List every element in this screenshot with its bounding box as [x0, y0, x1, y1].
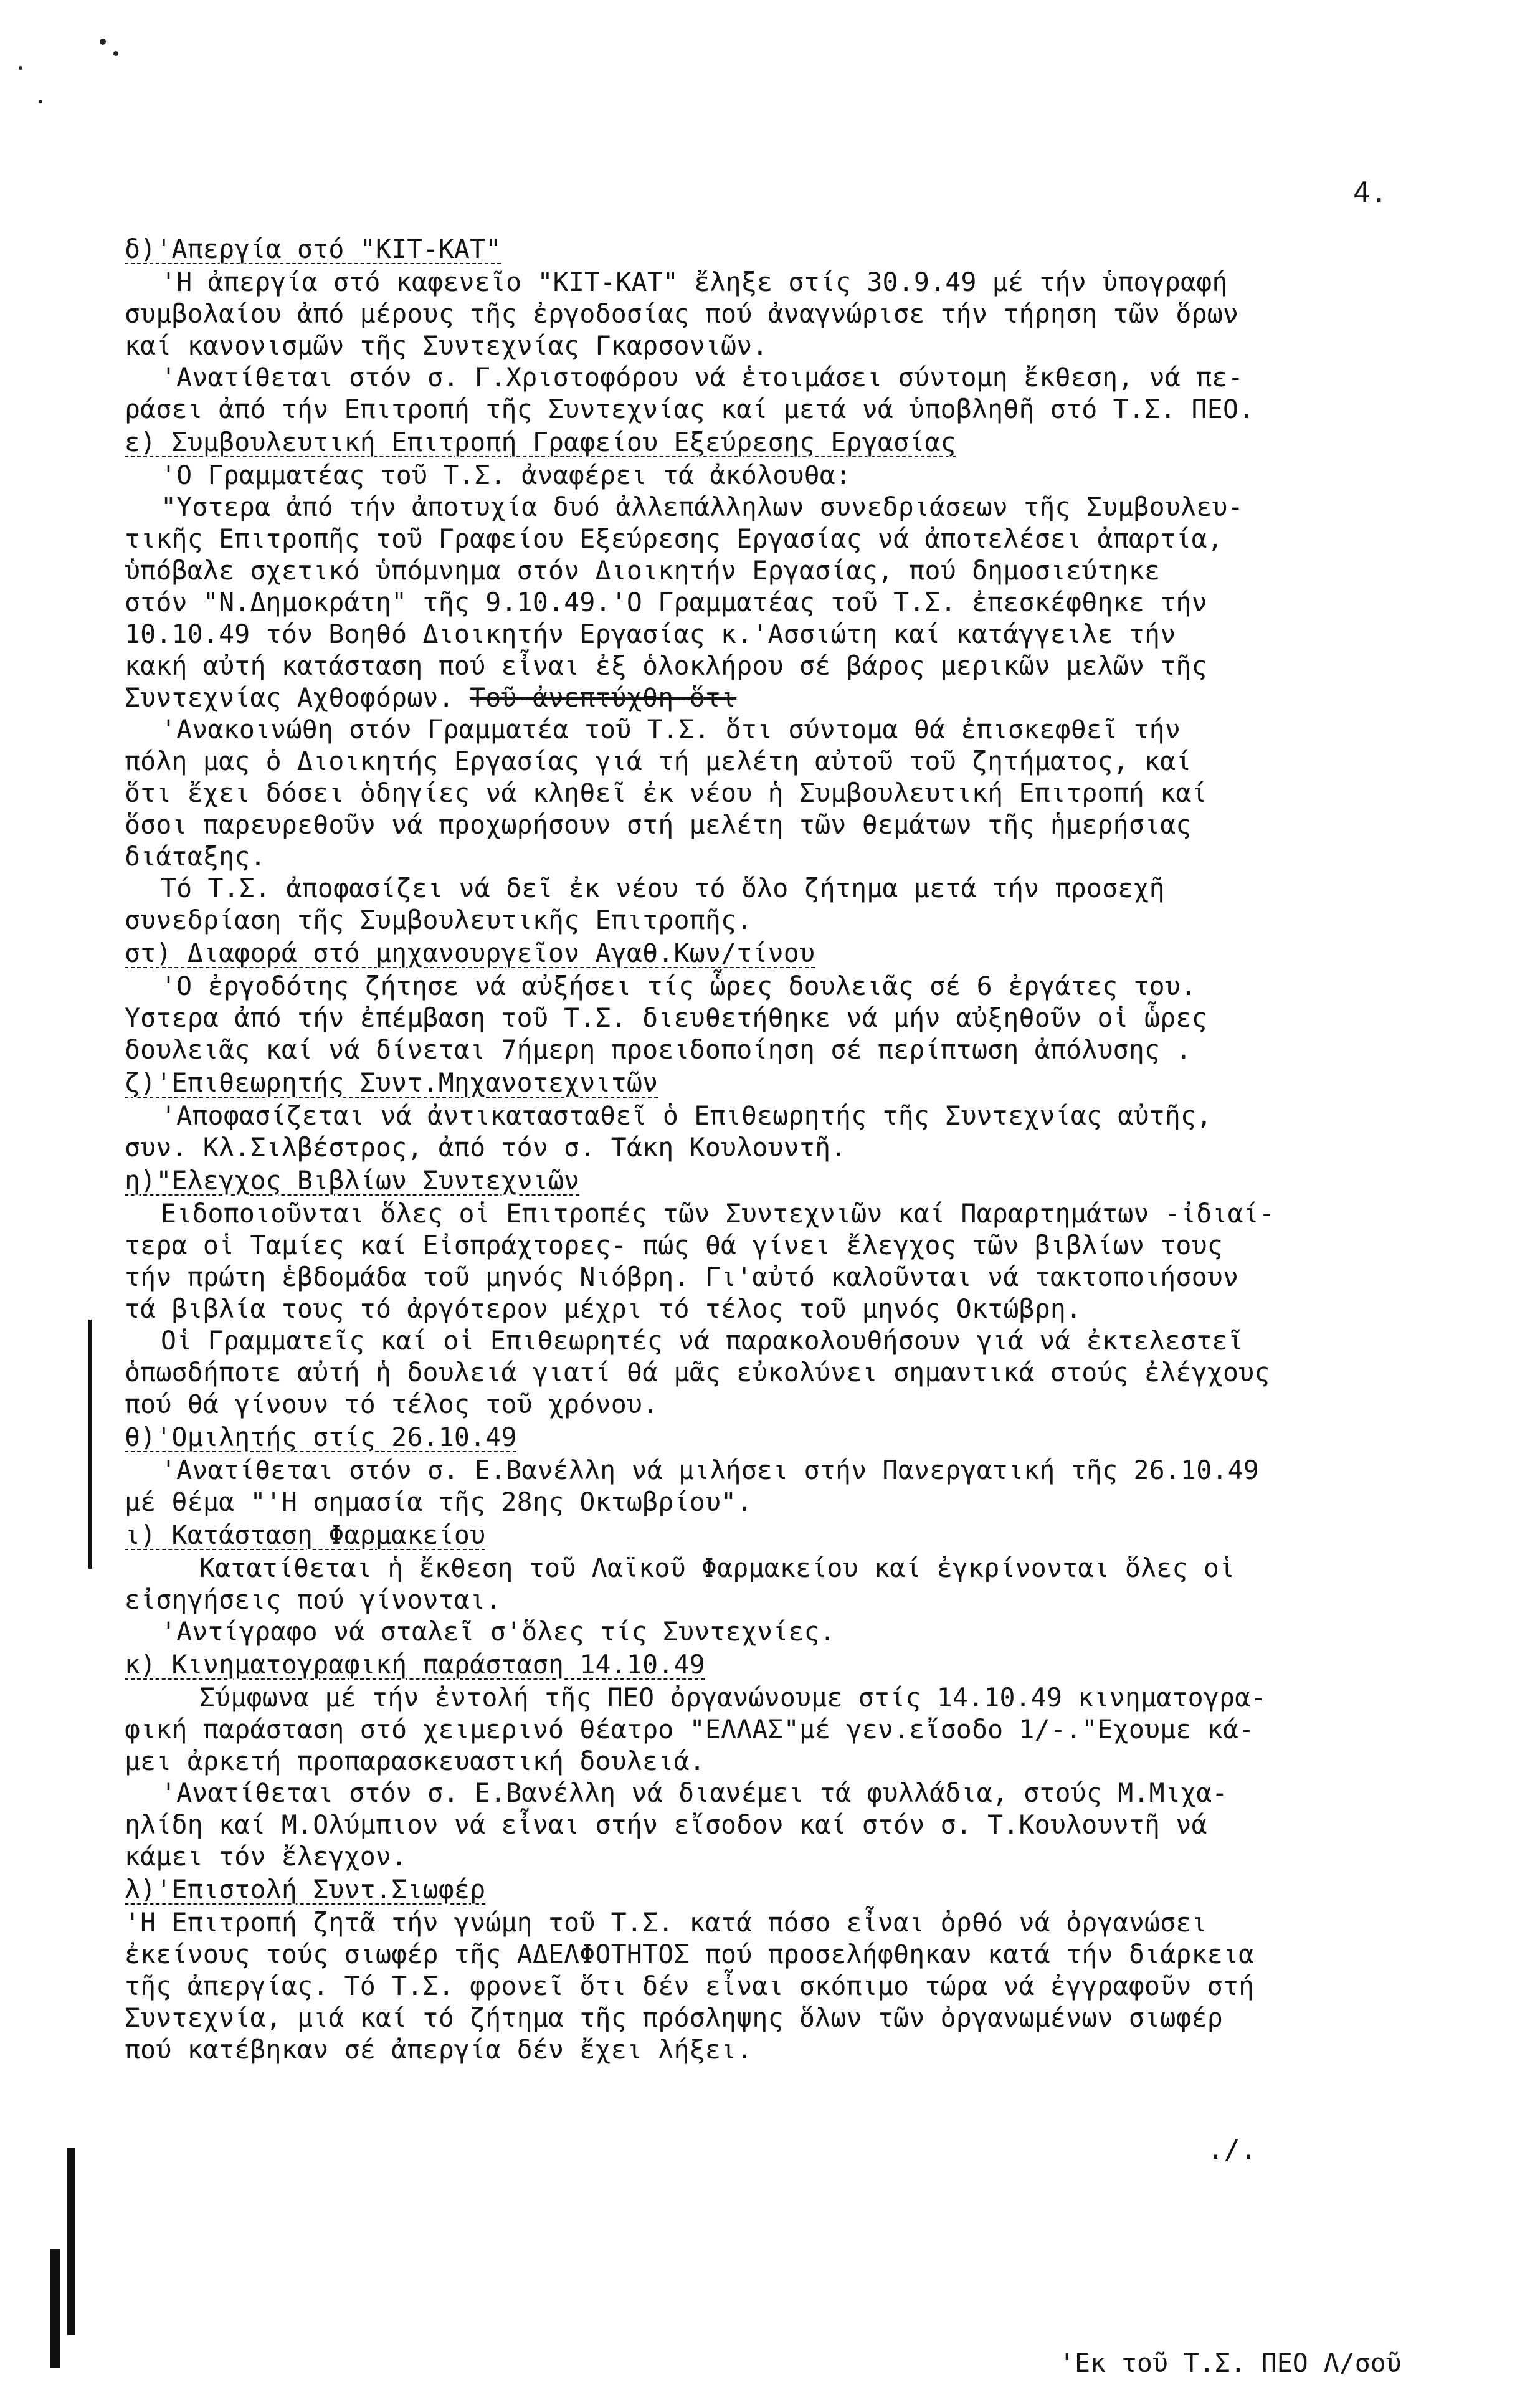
text-line: 'Ανακοινώθη στόν Γραμματέα τοῦ Τ.Σ. ὅτι σύντομα θά ἐπισκεφθεῖ τήν	[161, 714, 1181, 745]
text-line: τερα οἱ Ταμίες καί Εἰσπράχτορες- πώς θά γίνει ἔλεγχος τῶν βιβλίων τους	[125, 1230, 1223, 1260]
text-line: τῆς ἀπεργίας. Τό Τ.Σ. φρονεῖ ὅτι δέν εἶναι σκόπιμο τώρα νά ἐγγραφοῦν στή	[125, 1971, 1255, 2001]
text-line: κάμει τόν ἔλεγχον.	[125, 1841, 407, 1872]
section-eta	[125, 1163, 1483, 1420]
continuation-mark: ./.	[1207, 2134, 1257, 2166]
text-line: Υστερα ἀπό τήν ἐπέμβαση τοῦ Τ.Σ. διευθετήθηκε νά μήν αὐξηθοῦν οἱ ὧρες	[125, 1002, 1207, 1033]
text-fragment: Συντεχνίας Αχθοφόρων.	[125, 682, 454, 713]
section-heading: ζ)'Επιθεωρητής Συντ.Μηχανοτεχνιτῶν	[125, 1067, 658, 1098]
section-heading: λ)'Επιστολή Συντ.Σιωφέρ	[125, 1874, 486, 1905]
section-theta	[125, 1420, 1483, 1518]
margin-bracket-line	[67, 2148, 75, 2335]
text-line: 'Ανατίθεται στόν σ. Γ.Χριστοφόρου νά ἑτοιμάσει σύντομη ἔκθεση, νά πε-	[161, 362, 1243, 393]
text-line: Κατατίθεται ἡ ἔκθεση τοῦ Λαϊκοῦ Φαρμακείου καί ἐγκρίνονται ὅλες οἱ	[199, 1553, 1235, 1583]
section-zeta	[125, 1065, 1483, 1163]
text-line: 'Αντίγραφο νά σταλεῖ σ'ὅλες τίς Συντεχνίες.	[161, 1616, 835, 1647]
scan-speck	[19, 66, 22, 70]
section-heading: δ)'Απεργία στό "ΚΙΤ-ΚΑΤ"	[125, 234, 501, 264]
text-line: τήν πρώτη ἑβδομάδα τοῦ μηνός Νιόβρη. Γι'αὐτό καλοῦνται νά τακτοποιήσουν	[125, 1262, 1239, 1292]
section-heading: θ)'Ομιλητής στίς 26.10.49	[125, 1422, 517, 1452]
text-line: 'Αποφασίζεται νά ἀντικατασταθεῖ ὁ Επιθεωρητής τῆς Συντεχνίας αὐτῆς,	[161, 1100, 1212, 1131]
section-heading: κ) Κινηματογραφική παράσταση 14.10.49	[125, 1649, 705, 1680]
text-line: "Υστερα ἀπό τήν ἀποτυχία δυό ἀλλεπάλληλων συνεδριάσεων τῆς Συμβουλευ-	[161, 492, 1243, 522]
text-line: στόν "Ν.Δημοκράτη" τῆς 9.10.49.'Ο Γραμματέας τοῦ Τ.Σ. ἐπεσκέφθηκε τήν	[125, 587, 1207, 617]
struck-text: Τοῦ-ἀνεπτύχθη-ὅτι	[470, 682, 737, 713]
document-body	[125, 232, 1483, 2065]
text-line: καί κανονισμῶν τῆς Συντεχνίας Γκαρσονιῶν.	[125, 330, 768, 361]
section-kappa	[125, 1647, 1483, 1872]
text-line: φική παράσταση στό χειμερινό θέατρο "ΕΛΛΑΣ"μέ γεν.εἴσοδο 1/-."Εχουμε κά-	[125, 1714, 1255, 1744]
text-line: Σύμφωνα μέ τήν ἐντολή τῆς ΠΕΟ ὀργανώνουμε στίς 14.10.49 κινηματογρα-	[199, 1682, 1266, 1713]
text-line: ὅτι ἔχει δόσει ὁδηγίες νά κληθεῖ ἐκ νέου ἡ Συμβουλευτική Επιτροπή καί	[125, 778, 1207, 808]
section-epsilon	[125, 425, 1483, 936]
text-line: πόλη μας ὁ Διοικητής Εργασίας γιά τή μελέτη αὐτοῦ τοῦ ζητήματος, καί	[125, 746, 1192, 776]
section-heading: στ) Διαφορά στό μηχανουργεῖον Αγαθ.Κων/τίνου	[125, 938, 815, 968]
text-line: 'Η Επιτροπή ζητᾶ τήν γνώμη τοῦ Τ.Σ. κατά πόσο εἶναι ὀρθό νά ὀργανώσει	[125, 1907, 1207, 1938]
text-line: ἐκείνους τούς σιωφέρ τῆς ΑΔΕΛΦΟΤΗΤΟΣ πού προσελήφθηκαν κατά τήν διάρκεια	[125, 1939, 1255, 1969]
section-heading: η)"Ελεγχος Βιβλίων Συντεχνιῶν	[125, 1165, 580, 1196]
text-line: 'Ο ἐργοδότης ζήτησε νά αὐξήσει τίς ὧρες δουλειᾶς σέ 6 ἐργάτες του.	[161, 971, 1197, 1001]
text-line: 10.10.49 τόν Βοηθό Διοικητήν Εργασίας κ.'Ασσιώτη καί κατάγγειλε τήν	[125, 619, 1176, 649]
section-lambda	[125, 1872, 1483, 2065]
scan-speck	[113, 51, 118, 56]
text-line: τά βιβλία τους τό ἀργότερον μέχρι τό τέλος τοῦ μηνός Οκτώβρη.	[125, 1293, 1082, 1324]
page-number: 4.	[1353, 176, 1388, 209]
text-line: 'Ανατίθεται στόν σ. Ε.Βανέλλη νά μιλήσει στήν Πανεργατική τῆς 26.10.49	[161, 1455, 1259, 1485]
text-line: ὁπωσδήποτε αὐτή ἡ δουλειά γιατί θά μᾶς εὐκολύνει σημαντικά στούς ἐλέγχους	[125, 1357, 1270, 1387]
text-line-with-strike	[125, 682, 1483, 713]
text-line: κακή αὐτή κατάσταση πού εἶναι ἐξ ὁλοκλήρου σέ βάρος μερικῶν μελῶν τῆς	[125, 650, 1207, 681]
text-line: ράσει ἀπό τήν Επιτροπή τῆς Συντεχνίας καί μετά νά ὑποβληθῆ στό Τ.Σ. ΠΕΟ.	[125, 394, 1255, 424]
text-line: συν. Κλ.Σιλβέστρος, ἀπό τόν σ. Τάκη Κουλουντῆ.	[125, 1132, 847, 1163]
text-line: συνεδρίαση τῆς Συμβουλευτικῆς Επιτροπῆς.	[125, 905, 753, 935]
scan-speck	[100, 39, 106, 45]
text-line: μέ θέμα "'Η σημασία τῆς 28ης Οκτωβρίου".	[125, 1487, 753, 1517]
text-line: συμβολαίου ἀπό μέρους τῆς ἐργοδοσίας πού ἀναγνώρισε τήν τήρηση τῶν ὅρων	[125, 298, 1239, 329]
text-line: 'Ο Γραμματέας τοῦ Τ.Σ. ἀναφέρει τά ἀκόλουθα:	[161, 460, 852, 490]
section-heading: ι) Κατάσταση Φαρμακείου	[125, 1520, 486, 1550]
section-iota	[125, 1518, 1483, 1647]
text-line: δουλειᾶς καί νά δίνεται 7ήμερη προειδοποίηση σέ περίπτωση ἀπόλυσης .	[125, 1034, 1192, 1065]
text-line: Τό Τ.Σ. ἀποφασίζει νά δεῖ ἐκ νέου τό ὅλο ζήτημα μετά τήν προσεχῆ	[161, 873, 1165, 903]
closing-signature: 'Εκ τοῦ Τ.Σ. ΠΕΟ Λ/σοῦ	[1059, 2348, 1402, 2378]
text-line: πού θά γίνουν τό τέλος τοῦ χρόνου.	[125, 1389, 658, 1419]
text-line: 'Ανατίθεται στόν σ. Ε.Βανέλλη νά διανέμει τά φυλλάδια, στούς Μ.Μιχα-	[161, 1777, 1228, 1808]
text-line: διάταξης.	[125, 841, 266, 872]
scan-speck	[39, 100, 42, 103]
text-line: τικῆς Επιτροπῆς τοῦ Γραφείου Εξεύρεσης Εργασίας νά ἀποτελέσει ἀπαρτία,	[125, 523, 1223, 554]
text-line: πού κατέβηκαν σέ ἀπεργία δέν ἔχει λήξει.	[125, 2034, 753, 2065]
section-heading: ε) Συμβουλευτική Επιτροπή Γραφείου Εξεύρεσης Εργασίας	[125, 427, 956, 457]
text-line: Συντεχνία, μιά καί τό ζήτημα τῆς πρόσληψης ὅλων τῶν ὀργανωμένων σιωφέρ	[125, 2002, 1223, 2033]
margin-bracket-line	[88, 1320, 92, 1569]
text-line: μει ἀρκετή προπαρασκευαστική δουλειά.	[125, 1746, 705, 1776]
text-line: Ειδοποιοῦνται ὅλες οἱ Επιτροπές τῶν Συντεχνιῶν καί Παραρτημάτων -ἰδιαί-	[161, 1198, 1275, 1229]
text-line: ηλίδη καί Μ.Ολύμπιον νά εἶναι στήν εἴσοδον καί στόν σ. Τ.Κουλουντῆ νά	[125, 1809, 1207, 1840]
section-stigma	[125, 936, 1483, 1065]
text-line: ὑπόβαλε σχετικό ὑπόμνημα στόν Διοικητήν Εργασίας, πού δημοσιεύτηκε	[125, 555, 1161, 586]
margin-bracket-line	[50, 2249, 60, 2368]
text-line: ὅσοι παρευρεθοῦν νά προχωρήσουν στή μελέτη τῶν θεμάτων τῆς ἡμερήσιας	[125, 809, 1192, 840]
section-delta	[125, 232, 1483, 425]
text-line: Οἱ Γραμματεῖς καί οἱ Επιθεωρητές νά παρακολουθήσουν γιά νά ἐκτελεστεῖ	[161, 1325, 1243, 1356]
text-line: 'Η ἀπεργία στό καφενεῖο "ΚΙΤ-ΚΑΤ" ἔληξε στίς 30.9.49 μέ τήν ὑπογραφή	[161, 267, 1228, 297]
text-line: εἰσηγήσεις πού γίνονται.	[125, 1584, 501, 1615]
